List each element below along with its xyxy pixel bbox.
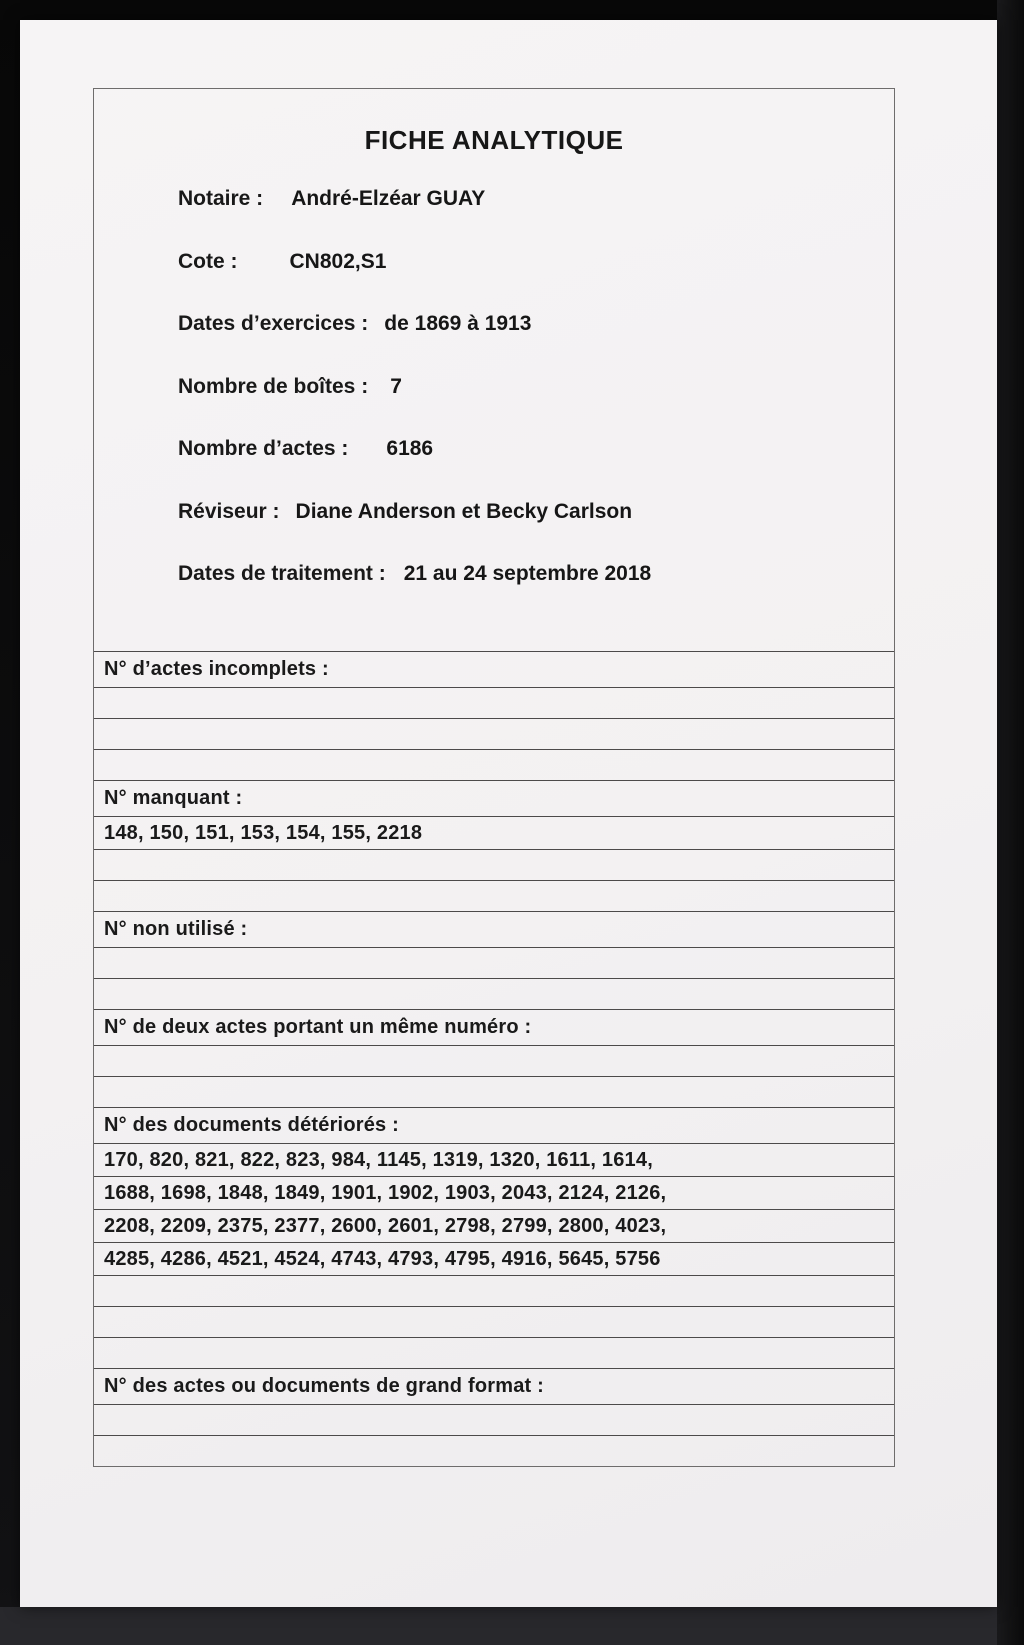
field-label: Nombre de boîtes : [178, 375, 369, 398]
section-label-row-manquant: N° manquant : [94, 780, 894, 816]
empty-row [94, 1404, 894, 1435]
field-label: Dates d’exercices : [178, 312, 369, 335]
empty-row [94, 1045, 894, 1076]
empty-row [94, 749, 894, 780]
empty-row [94, 1275, 894, 1306]
section-value-row: 148, 150, 151, 153, 154, 155, 2218 [94, 816, 894, 849]
paper-sheet [20, 20, 997, 1607]
field-value: 7 [390, 375, 402, 398]
empty-row [94, 849, 894, 880]
empty-row [94, 947, 894, 978]
empty-row [94, 1337, 894, 1368]
field-label: Cote : [178, 250, 238, 273]
scanner-bed-bottom-strip [0, 1607, 1024, 1645]
section-value-row: 170, 820, 821, 822, 823, 984, 1145, 1319, 1320, 1611, 1614, [94, 1143, 894, 1176]
field-value: André-Elzéar GUAY [291, 187, 486, 210]
page-title: FICHE ANALYTIQUE [364, 125, 624, 155]
section-label-row-non-utilise: N° non utilisé : [94, 911, 894, 947]
field-label: Notaire : [178, 187, 264, 210]
ruled-table [94, 651, 894, 1466]
field-value: 21 au 24 septembre 2018 [403, 562, 652, 585]
field-row-nombre-actes [178, 437, 433, 461]
empty-row [94, 718, 894, 749]
section-label-row-deux-actes-meme-numero: N° de deux actes portant un même numéro : [94, 1009, 894, 1045]
empty-row [94, 1435, 894, 1466]
section-value-row: 2208, 2209, 2375, 2377, 2600, 2601, 2798, 2799, 2800, 4023, [94, 1209, 894, 1242]
scanner-bed-right-strip [997, 0, 1024, 1645]
form-border-box [93, 88, 895, 1467]
section-label-row-grand-format: N° des actes ou documents de grand format : [94, 1368, 894, 1404]
field-value: Diane Anderson et Becky Carlson [295, 500, 633, 523]
empty-row [94, 687, 894, 718]
empty-row [94, 880, 894, 911]
section-label-row-documents-deteriores: N° des documents détériorés : [94, 1107, 894, 1143]
header-section [94, 89, 894, 651]
field-row-cote [178, 250, 386, 274]
field-row-notaire [178, 187, 485, 211]
field-row-dates-traitement [178, 562, 651, 586]
section-label-row-actes-incomplets: N° d’actes incomplets : [94, 651, 894, 687]
section-value-row: 4285, 4286, 4521, 4524, 4743, 4793, 4795, 4916, 5645, 5756 [94, 1242, 894, 1275]
field-label: Nombre d’actes : [178, 437, 349, 460]
field-row-reviseur [178, 500, 632, 524]
field-value: de 1869 à 1913 [384, 312, 532, 335]
section-value-row: 1688, 1698, 1848, 1849, 1901, 1902, 1903, 2043, 2124, 2126, [94, 1176, 894, 1209]
field-row-nombre-boites [178, 375, 402, 399]
empty-row [94, 978, 894, 1009]
field-value: CN802,S1 [289, 250, 387, 273]
field-label: Dates de traitement : [178, 562, 386, 585]
empty-row [94, 1306, 894, 1337]
field-row-dates-exercices [178, 312, 531, 336]
field-label: Réviseur : [178, 500, 280, 523]
field-value: 6186 [386, 437, 434, 460]
empty-row [94, 1076, 894, 1107]
